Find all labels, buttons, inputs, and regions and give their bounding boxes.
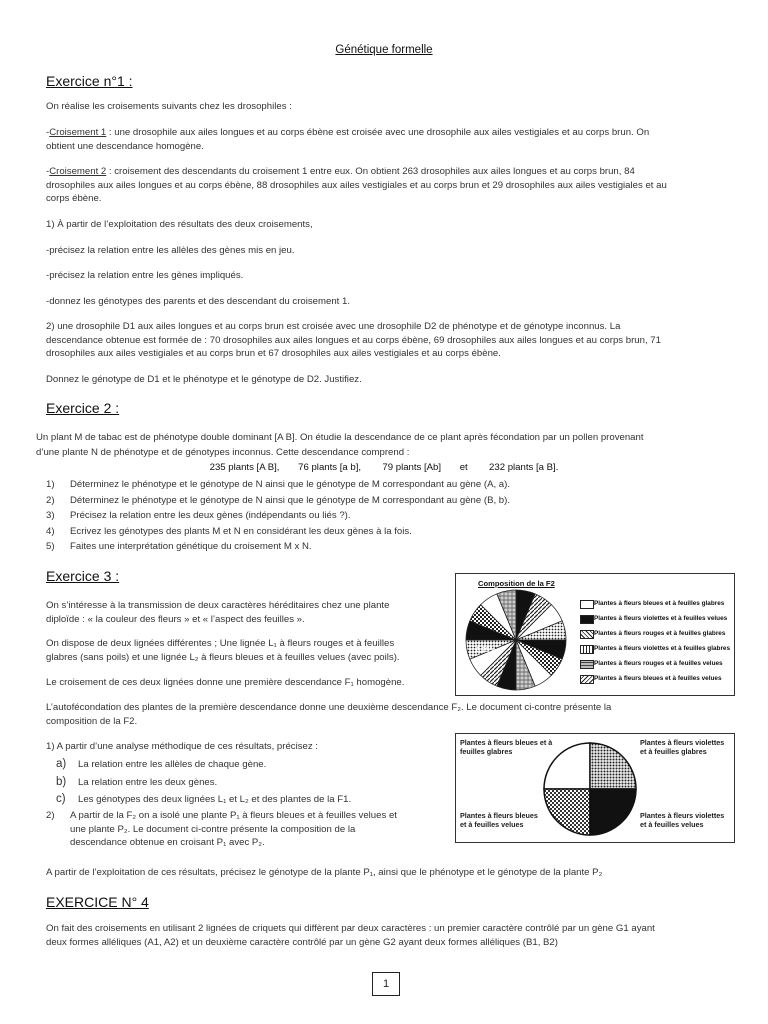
item-number: 5): [46, 541, 55, 552]
item-number: 3): [46, 510, 55, 521]
ex3-p1-line2: diploïde : « la couleur des fleurs » et « l’aspect des feuilles ».: [46, 613, 305, 625]
quadrant-bottom-right: [590, 789, 636, 835]
croisement-2-text: : croisement des descendants du croisement 1 entre eux. On obtient 263 drosophiles aux ailes longues et au corps brun, 84: [106, 166, 635, 177]
ex1-q2-line3: drosophiles aux ailes vestigiales et au corps brun et 67 drosophiles aux ailes vestigiales et au corps ébène.: [46, 348, 501, 359]
page-number: 1: [372, 972, 400, 996]
ex3-question-2: [46, 809, 397, 850]
ex2-item: [46, 524, 510, 540]
item-text: Déterminez le phénotype et le génotype de N ainsi que le génotype de M correspondant au gène (A, a).: [70, 479, 510, 490]
croisement-1-label: Croisement 1: [49, 127, 107, 138]
ex3-paragraph-2: [46, 637, 400, 664]
ex2-item: [46, 493, 510, 509]
item-number: 4): [46, 525, 55, 537]
legend-item-6: Plantes à fleurs bleues et à feuilles velues: [594, 675, 722, 682]
ex3-p4-line2: composition de la F2.: [46, 715, 138, 727]
ex3-q2-line1: A partir de la F₂ on a isolé une plante P₁ à fleurs bleues et à feuilles velues et: [70, 810, 397, 821]
ex3-subquestion-b: [56, 774, 351, 792]
ex2-question-list: [46, 477, 510, 555]
ex2-item: [46, 539, 510, 555]
ex3-subquestion-c: [56, 791, 351, 809]
ex1-intro: On réalise les croisements suivants chez les drosophiles :: [46, 101, 292, 112]
quadrant-label-top-left: Plantes à fleurs bleues et à feuilles glabres: [460, 738, 553, 756]
ex1-croisement-1: -Croisement 1 : une drosophile aux ailes longues et au corps ébène est croisée avec une drosophile aux ailes vestigiales et au corps brun. On obtient une descendance homogène.: [46, 127, 650, 152]
item-number: 1): [46, 479, 55, 490]
quadrant-bottom-left: [544, 789, 590, 835]
croisement-2-text-cont: drosophiles aux ailes longues et au corps ébène, 88 drosophiles aux ailes vestigiales et au corps brun et 29 drosophiles aux ailes vestigiales et au: [46, 179, 667, 191]
croisement-1-text-cont: obtient une descendance homogène.: [46, 140, 204, 152]
ex2-item: [46, 477, 510, 493]
ex4-paragraph: [46, 922, 746, 949]
legend-item-2: Plantes à fleurs violettes et à feuilles velues: [594, 615, 728, 622]
ex2-item: [46, 508, 510, 524]
ex1-question-1: 1) À partir de l’exploitation des résultats des deux croisements,: [46, 219, 313, 230]
item-text: Faites une interprétation génétique du croisement M x N.: [70, 541, 312, 552]
pie-chart-f2: [458, 586, 578, 694]
ex1-q2-line1: 2) une drosophile D1 aux ailes longues et au corps brun est croisée avec une drosophile D2 de phénotype et de génotype inconnus. La: [46, 321, 621, 332]
ex4-line2: deux formes alléliques (A1, A2) et un deuxième caractère contrôlé par un gène G2 ayant deux formes alléliques (B1, B2): [46, 936, 558, 948]
pie-percent-label: 6,25%: [476, 647, 496, 654]
ex1-croisement-2: -Croisement 2 : croisement des descendants du croisement 1 entre eux. On obtient 263 drosophiles aux ailes longues et au corps brun, 84 drosophiles aux ailes longues et au corps ébène, 88 drosophiles aux ailes vestigiales et au corps brun et 29 drosophiles aux ailes vestigiales et au corps ébène.: [46, 166, 667, 204]
sub-text: La relation entre les allèles de chaque gène.: [78, 759, 267, 770]
ex3-subquestions: [56, 756, 351, 809]
chart-croisement-p1-p2: [455, 733, 735, 843]
ex1-question-1a: -précisez la relation entre les allèles des gènes mis en jeu.: [46, 245, 295, 256]
ex3-paragraph-1: [46, 599, 389, 626]
quadrant-top-right: [590, 743, 636, 789]
legend-swatch: [580, 615, 594, 624]
chart-1-title: Composition de la F2: [478, 579, 555, 588]
item-number: 2): [46, 494, 55, 506]
ex1-question-1c: -donnez les génotypes des parents et des descendant du croisement 1.: [46, 296, 350, 307]
exercise-1-heading: Exercice n°1 :: [46, 73, 133, 89]
ex2-intro-line1: Un plant M de tabac est de phénotype double dominant [A B]. On étudie la descendance de ce plant après fécondation par un pollen provenant: [36, 432, 644, 443]
ex1-question-2: [46, 320, 746, 361]
sub-label: c): [56, 793, 66, 805]
ex3-q2-line3: descendance obtenue en croisant P₁ avec P₂.: [70, 837, 265, 848]
legend-item-4: Plantes à fleurs violettes et à feuilles glabres: [594, 645, 731, 652]
sub-label: b): [56, 775, 67, 788]
ex1-question-3: Donnez le génotype de D1 et le phénotype et le génotype de D2. Justifiez.: [46, 374, 362, 385]
croisement-1-text: : une drosophile aux ailes longues et au corps ébène est croisée avec une drosophile aux ailes vestigiales et au corps brun. On: [106, 127, 650, 138]
sub-text: La relation entre les deux gènes.: [78, 776, 218, 788]
document-title: Génétique formelle: [335, 44, 433, 56]
ex3-p1-line1: On s’intéresse à la transmission de deux caractères héréditaires chez une plante: [46, 600, 390, 611]
legend-swatch: [580, 630, 594, 639]
ex3-final-question: A partir de l’exploitation de ces résultats, précisez le génotype de la plante P₁, ainsi que le phénotype et le génotype de la plante P₂: [46, 867, 603, 878]
ex4-line1: On fait des croisements en utilisant 2 lignées de criquets qui diffèrent par deux caractères : un premier caractère contrôlé par un gène G1 ayant: [46, 923, 655, 934]
legend-item-5: Plantes à fleurs rouges et à feuilles velues: [594, 660, 723, 667]
legend-item-1: Plantes à fleurs bleues et à feuilles glabres: [594, 600, 725, 607]
ex1-q2-line2: descendance obtenue est formée de : 70 drosophiles aux ailes longues et au corps ébène, 69 drosophiles aux ailes longues et au corps brun, 71: [46, 334, 661, 346]
item-number: 2): [46, 810, 55, 821]
legend-swatch: [580, 675, 594, 684]
ex3-p2-line2: glabres (sans poils) et une lignée L₂ à fleurs bleues et à feuilles velues (avec poils).: [46, 651, 400, 663]
sub-text: Les génotypes des deux lignées L₁ et L₂ et des plantes de la F1.: [78, 794, 352, 805]
ex3-paragraph-4: [46, 701, 746, 728]
legend-item-3: Plantes à fleurs rouges et à feuilles glabres: [594, 630, 726, 637]
ex3-question-1: 1) A partir d’une analyse méthodique de ces résultats, précisez :: [46, 741, 318, 752]
croisement-2-text-end: corps ébène.: [46, 193, 102, 204]
ex1-question-1b: -précisez la relation entre les gènes impliqués.: [46, 270, 244, 281]
exercise-3-heading: Exercice 3 :: [46, 568, 120, 584]
ex3-p2-line1: On dispose de deux lignées différentes ; Une lignée L₁ à fleurs rouges et à feuilles: [46, 638, 395, 649]
ex3-p4-line1: L’autofécondation des plantes de la première descendance donne une deuxième descendance F₂. Le document ci-contre présente la: [46, 702, 612, 713]
ex3-subquestion-a: [56, 756, 351, 774]
item-text: Précisez la relation entre les deux gènes (indépendants ou liés ?).: [70, 510, 351, 521]
ex2-intro: [36, 430, 748, 460]
croisement-2-label: Croisement 2: [49, 166, 107, 177]
legend-swatch: [580, 645, 594, 654]
ex3-q2-line2: une plante P₂. Le document ci-contre présente la composition de la: [70, 823, 356, 835]
quadrant-label-top-right: Plantes à fleurs violettes et à feuilles glabres: [640, 738, 725, 756]
item-text: Ecrivez les génotypes des plants M et N en considérant les deux gènes à la fois.: [70, 525, 412, 537]
ex2-results: 235 plants [A B], 76 plants [a b], 79 plants [Ab] et 232 plants [a B].: [209, 462, 559, 473]
quadrant-label-bottom-left: Plantes à fleurs bleues et à feuilles velues: [460, 811, 538, 829]
chart-composition-f2: [455, 573, 735, 696]
legend-swatch: [580, 600, 594, 609]
ex2-intro-line2: d’une plante N de phénotype et de génotypes inconnus. Cette descendance comprend :: [36, 447, 410, 458]
sub-label: a): [56, 758, 67, 770]
legend-swatch: [580, 660, 594, 669]
item-text: Déterminez le phénotype et le génotype de N ainsi que le génotype de M correspondant au gène (B, b).: [70, 494, 510, 506]
pie-slices: [466, 590, 566, 690]
ex3-paragraph-3: Le croisement de ces deux lignées donne une première descendance F₁ homogène.: [46, 677, 405, 688]
exercise-4-heading: EXERCICE N° 4: [46, 894, 149, 910]
exercise-2-heading: Exercice 2 :: [46, 400, 120, 416]
quadrant-label-bottom-right: Plantes à fleurs violettes et à feuilles velues: [640, 811, 725, 829]
